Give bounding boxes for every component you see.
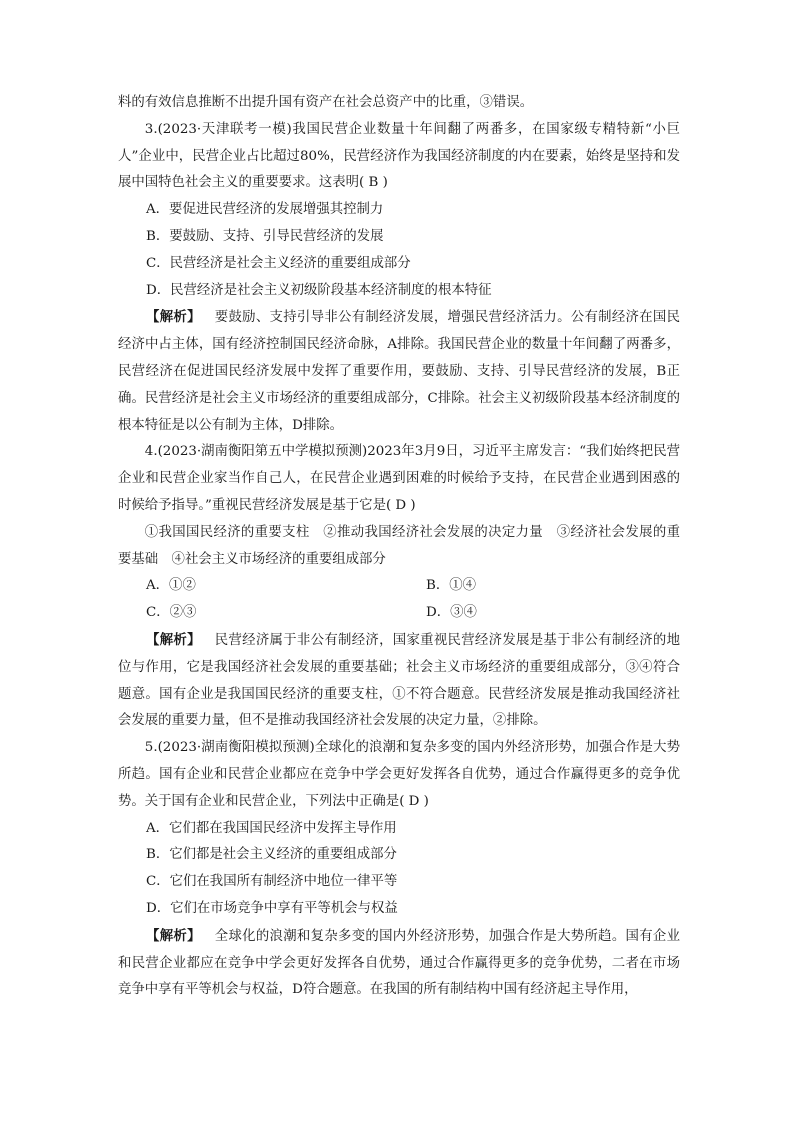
question-5-option-b: B．它们都是社会主义经济的重要组成部分 bbox=[146, 847, 397, 863]
previous-answer-continuation: 料的有效信息推断不出提升国有资产在社会总资产中的比重，③错误。 bbox=[118, 95, 534, 110]
question-4-options-row-2 bbox=[118, 600, 680, 627]
question-3-option-b: B．要鼓励、支持、引导民营经济的发展 bbox=[146, 228, 384, 244]
question-3-analysis bbox=[118, 304, 680, 439]
question-3-option-a: A．要促进民营经济的发展增强其控制力 bbox=[146, 202, 384, 218]
question-5-analysis bbox=[118, 923, 680, 1004]
question-4-option-a: A．①② bbox=[146, 578, 196, 594]
question-4-analysis-text: 民营经济属于非公有制经济，国家重视民营经济发展是基于非公有制经济的地位与作用，它是我国经济社会发展的重要基础；社会主义市场经济的重要组成部分，③④符合题意。国有企业是我国国民经济的重要支柱，①不符合题意。民营经济发展是推动我国经济社会发展的重要力量，但不是推动我国经济社会发展的决定力量，②排除。 bbox=[118, 632, 681, 729]
question-4-options-row-1 bbox=[118, 573, 680, 600]
question-3-analysis-text: 要鼓励、支持引导非公有制经济发展，增强民营经济活力。公有制经济在国民经济中占主体，国有经济控制国民经济命脉，A排除。我国民营企业的数量十年间翻了两番多，民营经济在促进国民经济发展中发挥了重要作用，要鼓励、支持、引导民营经济的发展，B正确。民营经济是社会主义市场经济的重要组成部分，C排除。社会主义初级阶段基本经济制度的根本特征是以公有制为主体，D排除。 bbox=[118, 310, 681, 433]
analysis-label: 【解析】 bbox=[146, 927, 201, 944]
question-5-option-a: A．它们都在我国国民经济中发挥主导作用 bbox=[146, 820, 397, 836]
question-5-stem: 5.(2023·湖南衡阳模拟预测)全球化的浪潮和复杂多变的国内外经济形势，加强合作是大势所趋。国有企业和民营企业都应在竞争中学会更好发挥各自优势，通过合作赢得更多的竞争优势。关于国有企业和民营企业，下列法中正确是( D ) bbox=[118, 740, 680, 809]
question-3-option-c: C．民营经济是社会主义经济的重要组成部分 bbox=[146, 255, 411, 271]
question-4-option-c: C．②③ bbox=[146, 605, 197, 621]
question-5-analysis-text: 全球化的浪潮和复杂多变的国内外经济形势，加强合作是大势所趋。国有企业和民营企业都应在竞争中学会更好发挥各自优势，通过合作赢得更多的竞争优势，二者在市场竞争中享有平等机会与权益，D符合题意。在我国的所有制结构中国有经济起主导作用， bbox=[118, 928, 681, 998]
question-4-option-d: D．③④ bbox=[426, 605, 477, 621]
question-4-stem: 4.(2023·湖南衡阳第五中学模拟预测)2023年3月9日，习近平主席发言：“我们始终把民营企业和民营企业家当作自己人，在民营企业遇到困难的时候给予支持，在民营企业遇到困惑的时候给予指导。”重视民营经济发展是基于它是( D ) bbox=[118, 444, 680, 513]
question-3 bbox=[118, 117, 680, 440]
question-5 bbox=[118, 735, 680, 1004]
question-4 bbox=[118, 439, 680, 735]
question-5-option-c: C．它们在我国所有制经济中地位一律平等 bbox=[146, 874, 398, 890]
question-4-statements: ①我国国民经济的重要支柱 ②推动我国经济社会发展的决定力量 ③经济社会发展的重要基础 ④社会主义市场经济的重要组成部分 bbox=[118, 524, 680, 567]
document-body bbox=[118, 90, 680, 1004]
question-4-option-b: B．①④ bbox=[426, 578, 477, 594]
question-4-analysis bbox=[118, 627, 680, 735]
analysis-label: 【解析】 bbox=[146, 309, 201, 326]
analysis-label: 【解析】 bbox=[146, 631, 201, 648]
question-5-option-d: D．它们在市场竞争中享有平等机会与权益 bbox=[146, 900, 398, 916]
question-3-stem: 3.(2023·天津联考一模)我国民营企业数量十年间翻了两番多，在国家级专精特新“小巨人”企业中，民营企业占比超过80%，民营经济作为我国经济制度的内在要素，始终是坚持和发展中国特色社会主义的重要要求。这表明( B ) bbox=[118, 121, 680, 191]
question-3-option-d: D．民营经济是社会主义初级阶段基本经济制度的根本特征 bbox=[146, 282, 492, 298]
